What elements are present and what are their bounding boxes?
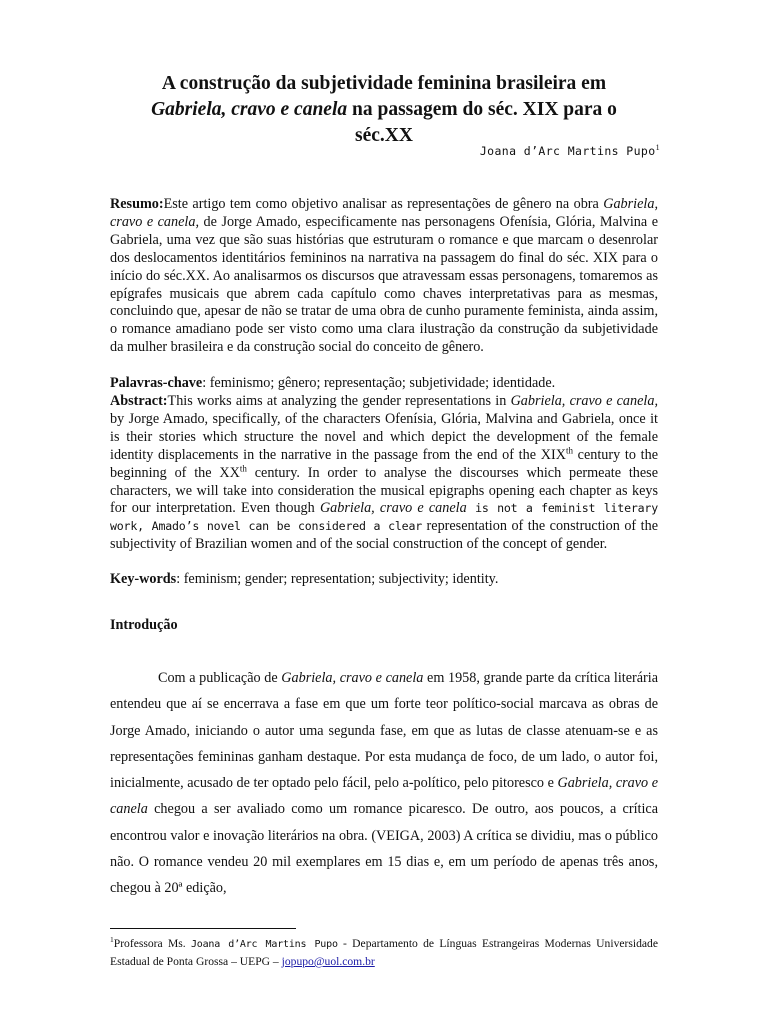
intro-text-2: em 1958, grande parte da crítica literária entendeu que aí se encerrava a fase em que um forte teor político-social marcava as obras de Jorge Amado, iniciando o autor uma segunda fase, em que as lutas de classe atenuam-se e as representações femininas ganham destaque. Por esta mudança de foco, de um lado, o autor foi, inicialmente, acusado de ter optado pelo fácil, pelo a-político, pelo pitoresco e <box>110 670 658 792</box>
title-line-1: A construção da subjetividade feminina brasileira em <box>161 73 607 94</box>
title-line-2: na passagem do séc. XIX para o <box>347 99 617 120</box>
keywords-text: : feminism; gender; representation; subjectivity; identity. <box>176 571 499 587</box>
palavras-label: Palavras-chave <box>110 375 203 391</box>
footnote-mono-name: Joana d’Arc Martins Pupo <box>190 939 338 950</box>
footnote-mark: 1 <box>110 935 114 945</box>
article-title <box>100 71 668 149</box>
abstract-sup-1: th <box>565 444 573 455</box>
footnote-text-1: Professora Ms. <box>113 937 191 950</box>
resumo-paragraph <box>110 196 658 357</box>
abstract-italic-2: Gabriela, cravo e canela <box>319 500 467 517</box>
keywords-label: Key-words <box>110 571 177 587</box>
resumo-label: Resumo: <box>110 196 164 212</box>
abstract-paragraph <box>110 393 658 554</box>
palavras-text: : feminismo; gênero; representação; subjetividade; identidade. <box>202 375 556 391</box>
title-italic: Gabriela, cravo e canela <box>151 99 348 120</box>
abstract-text-2: by Jorge Amado, specifically, of the characters Ofenísia, Glória, Malvina and Gabriela, once it is their stories which structure the novel and which depict the development of the female identity displacements in the narrative in the passage from the end of the XIX <box>110 410 658 463</box>
abstract-text-3: century to the beginning of the XX <box>110 446 658 481</box>
abstract-mono-text: is not a feminist literary work, Amado’s novel can be considered a clear <box>110 501 658 534</box>
resumo-text-2: de Jorge Amado, especificamente nas personagens Ofenísia, Glória, Malvina e Gabriela, uma vez que são suas histórias que estruturam o romance e que marcam o desenrolar dos deslocamentos identitários femininos na narrativa na passagem do final do séc. XIX para o início do séc.XX. Ao analisarmos os discursos que atravessam essas personagens, tomaremos as epígrafes musicais que abrem cada capítulo como chaves interpretativas para as mesmas, concluindo que, apesar de não se tratar de uma obra de cunho puramente feminista, ainda assim, o romance amadiano pode ser visto como uma clara ilustração da construção da subjetividade da mulher brasileira e da construção social do conceito de gênero. <box>110 213 658 356</box>
abstract-italic-1: Gabriela, cravo e canela, <box>510 393 658 409</box>
resumo-italic: Gabriela, cravo e canela, <box>110 196 658 230</box>
palavras-chave-line <box>110 375 658 393</box>
keywords-line <box>110 571 658 589</box>
footnote <box>110 935 658 970</box>
resumo-text-1: Este artigo tem como objetivo analisar as representações de gênero na obra <box>163 196 604 212</box>
intro-text-1: Com a publicação de <box>158 670 282 686</box>
intro-italic-2: Gabriela, cravo e canela <box>110 775 658 818</box>
intro-italic-1: Gabriela, cravo e canela <box>281 670 424 686</box>
abstract-text-4: century. In order to analyse the discourses which permeate these characters, we will take into consideration the musical epigraphs opening each chapter as keys for our interpretation. Even though <box>110 464 658 517</box>
abstract-label: Abstract: <box>110 393 168 409</box>
introducao-heading: Introdução <box>110 617 178 633</box>
footnote-divider <box>110 928 296 929</box>
abstract-text-1: This works aims at analyzing the gender representations in <box>167 393 511 409</box>
abstract-sup-2: th <box>239 462 247 473</box>
author-name: Joana d’Arc Martins Pupo <box>479 143 656 158</box>
footnote-text-2: - Departamento de Línguas Estrangeiras Modernas Universidade Estadual de Ponta Grossa – UEPG – <box>110 937 658 968</box>
abstract-text-5: representation of the construction of the subjectivity of Brazilian women and of the social construction of the concept of gender. <box>110 518 659 553</box>
title-line-3: séc.XX <box>355 125 413 146</box>
intro-text-3: chegou a ser avaliado como um romance picaresco. De outro, aos poucos, a crítica encontrou valor e inovação literários na obra. (VEIGA, 2003) A crítica se dividiu, mas o público não. O romance vendeu 20 mil exemplares em 15 dias e, em um período de apenas três anos, chegou à 20ª edição, <box>110 801 658 897</box>
author-line <box>440 143 660 158</box>
author-footnote-mark: 1 <box>655 143 660 152</box>
footnote-email-link[interactable]: jopupo@uol.com.br <box>281 955 375 968</box>
intro-paragraph <box>110 665 658 902</box>
